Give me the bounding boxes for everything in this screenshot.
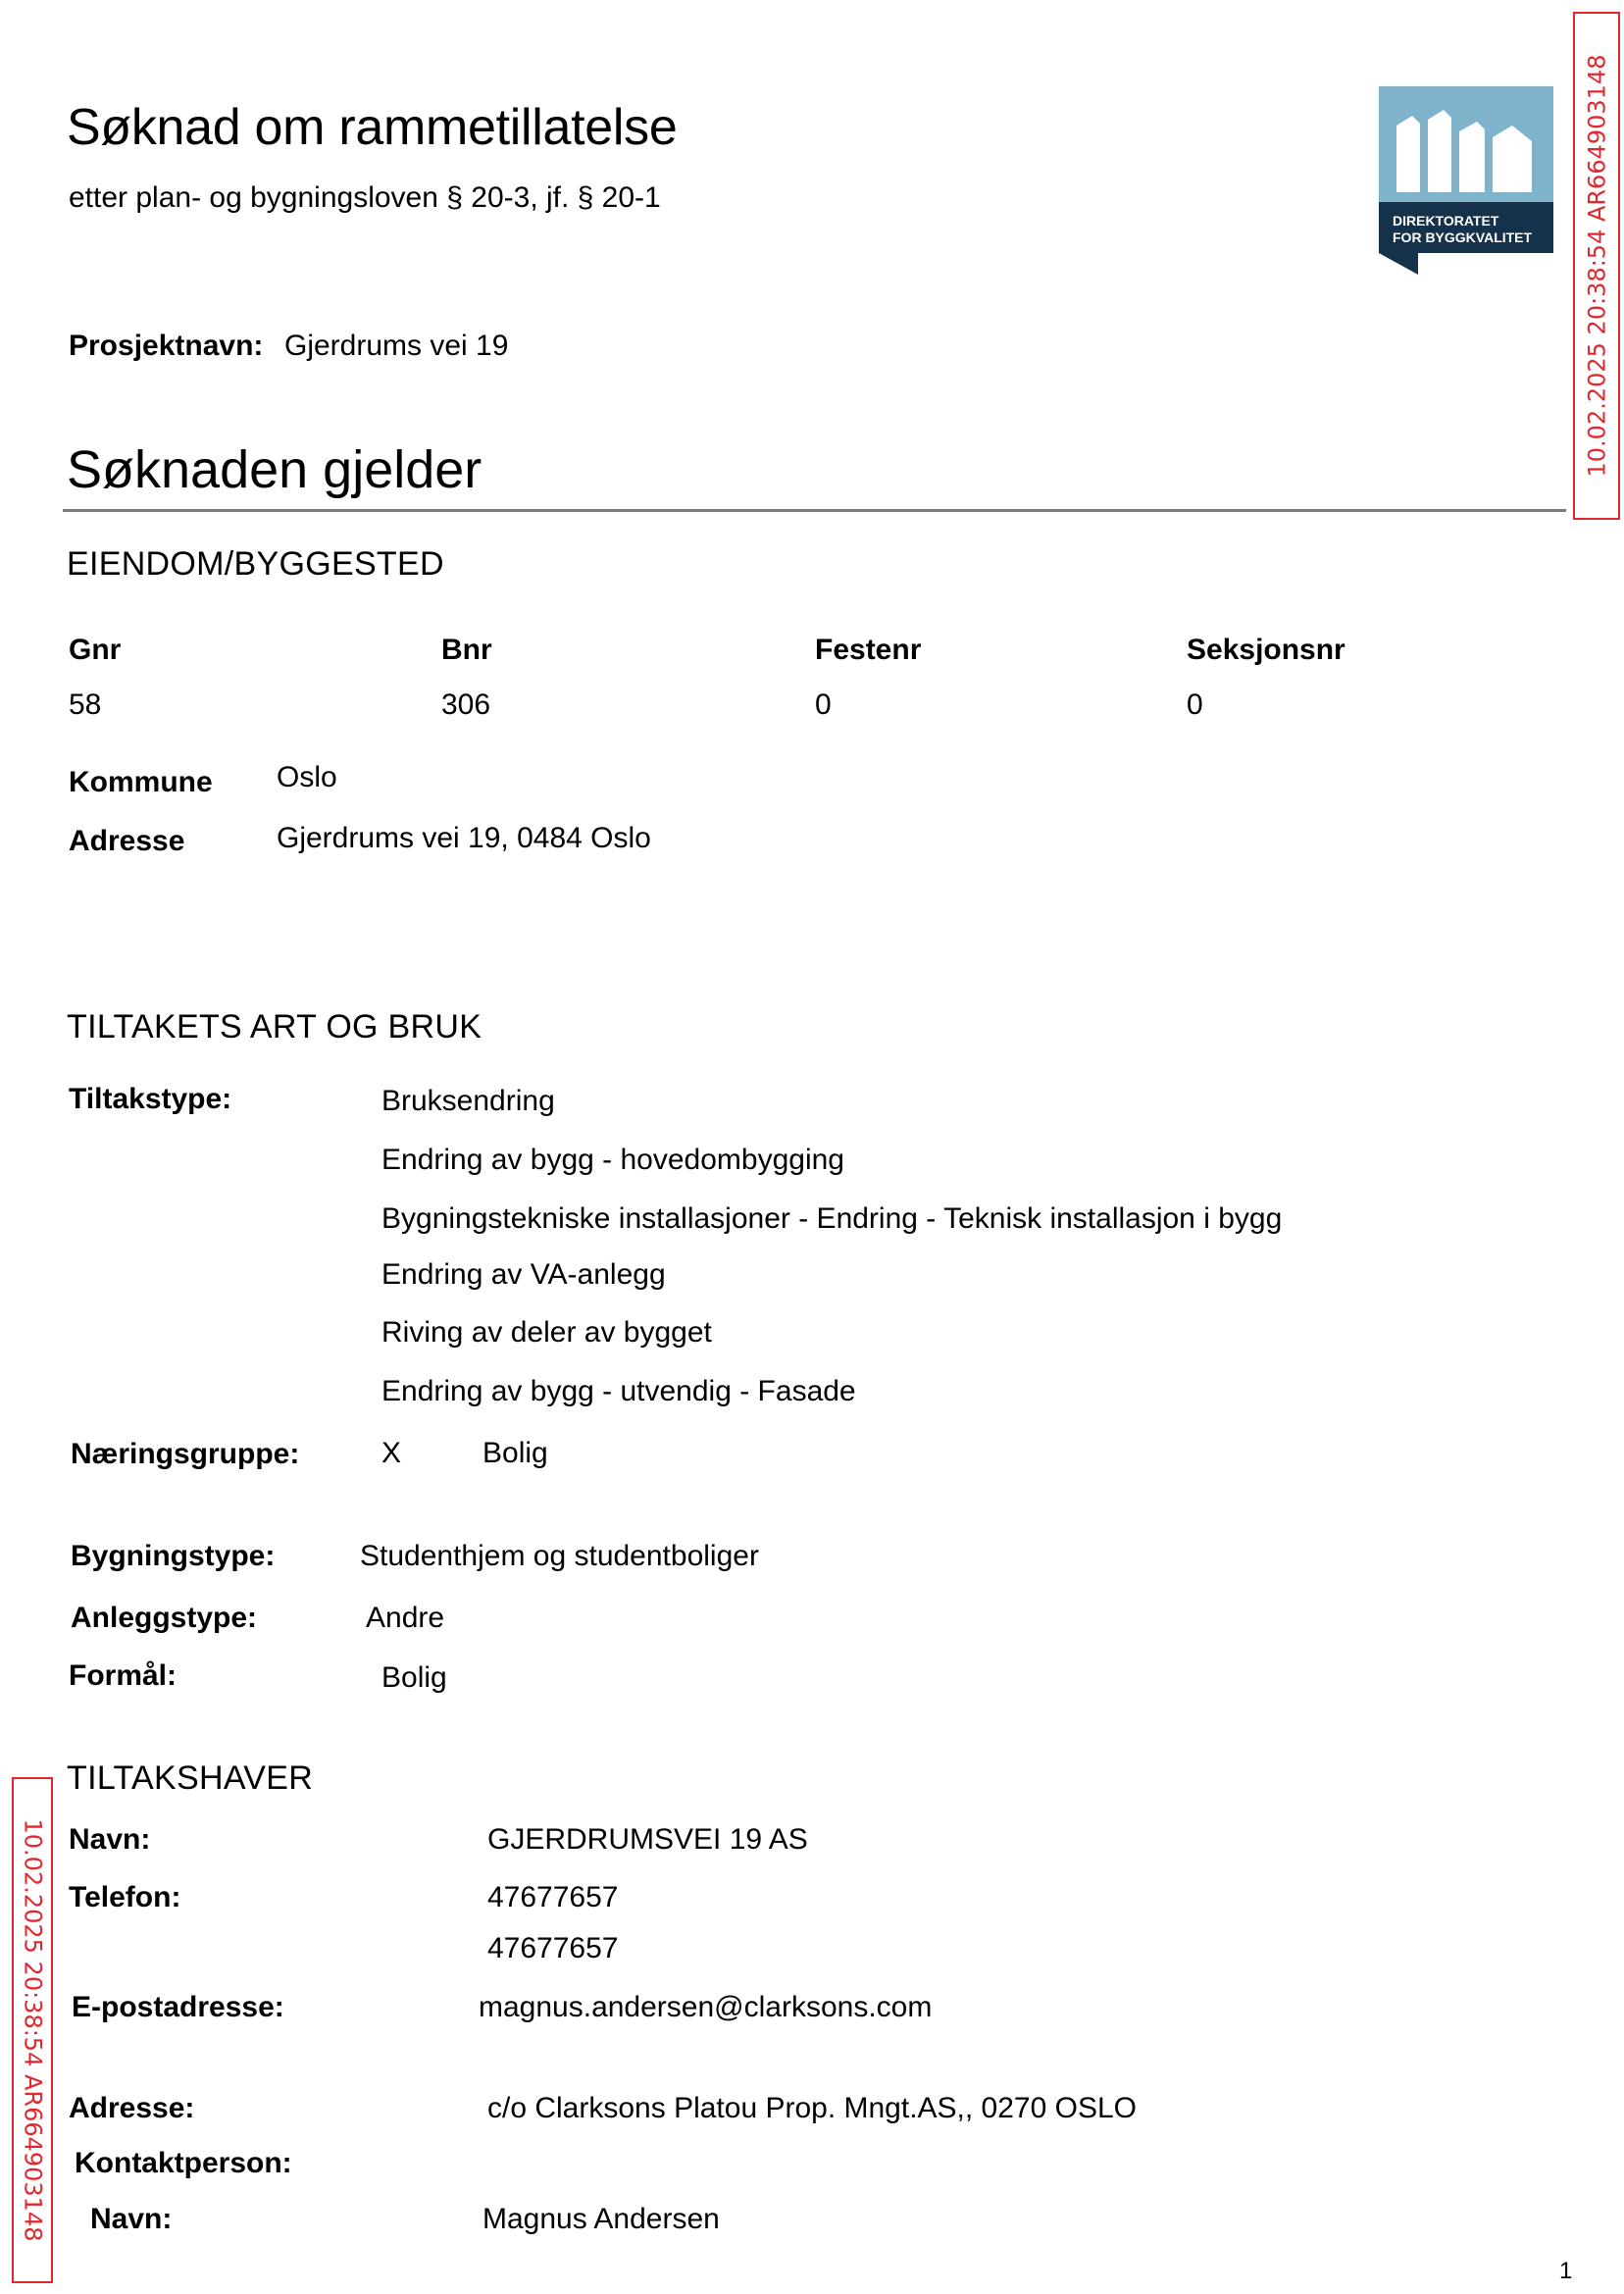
- kommune-value: Oslo: [277, 761, 337, 793]
- formal-label: Formål:: [69, 1659, 178, 1692]
- tiltakstype-item: Endring av VA-anlegg: [381, 1258, 666, 1291]
- page-number: 1: [1559, 2258, 1573, 2284]
- adresse-value: Gjerdrums vei 19, 0484 Oslo: [277, 822, 651, 854]
- naeringsgruppe-code: X: [381, 1437, 402, 1469]
- timestamp-stamp-left: [12, 1777, 53, 2283]
- formal-value: Bolig: [381, 1661, 447, 1694]
- bnr-value: 306: [441, 688, 491, 721]
- telefon-label: Telefon:: [69, 1881, 181, 1913]
- timestamp-stamp-top: [1573, 12, 1620, 520]
- tiltakstype-item: Bygningstekniske installasjoner - Endring - Teknisk installasjon i bygg: [381, 1202, 1283, 1235]
- kontaktperson-label: Kontaktperson:: [75, 2147, 292, 2179]
- telefon-value: 47677657: [487, 1932, 619, 1964]
- bygningstype-value: Studenthjem og studentboliger: [360, 1540, 759, 1572]
- kommune-label: Kommune: [69, 766, 213, 798]
- dibk-logo-graphic: [1379, 86, 1553, 275]
- anleggstype-label: Anleggstype:: [71, 1602, 258, 1634]
- seksjonsnr-value: 0: [1187, 688, 1203, 721]
- tiltakstype-item: Riving av deler av bygget: [381, 1316, 712, 1349]
- adresse-label: Adresse: [69, 825, 185, 857]
- naeringsgruppe-label: Næringsgruppe:: [71, 1438, 300, 1470]
- logo-text-line2: FOR BYGGKVALITET: [1393, 229, 1533, 245]
- kontakt-navn-value: Magnus Andersen: [482, 2203, 720, 2235]
- anleggstype-value: Andre: [366, 1602, 445, 1634]
- tiltakshaver-heading: TILTAKSHAVER: [67, 1759, 314, 1797]
- gnr-label: Gnr: [69, 634, 122, 666]
- tiltakshaver-adresse-label: Adresse:: [69, 2092, 195, 2124]
- telefon-value: 47677657: [487, 1881, 619, 1913]
- tiltakshaver-adresse-value: c/o Clarksons Platou Prop. Mngt.AS,, 0270 OSLO: [487, 2092, 1137, 2124]
- festenr-value: 0: [815, 688, 832, 721]
- tiltak-heading: TILTAKETS ART OG BRUK: [67, 1008, 482, 1045]
- tiltakshaver-navn-label: Navn:: [69, 1823, 151, 1856]
- tiltakshaver-navn-value: GJERDRUMSVEI 19 AS: [487, 1823, 808, 1856]
- document-subtitle: etter plan- og bygningsloven § 20-3, jf. § 20-1: [69, 181, 661, 214]
- eiendom-heading: EIENDOM/BYGGESTED: [67, 545, 444, 583]
- project-name-value: Gjerdrums vei 19: [284, 330, 509, 362]
- gnr-value: 58: [69, 688, 102, 721]
- tiltakstype-item: Endring av bygg - utvendig - Fasade: [381, 1375, 856, 1407]
- festenr-label: Festenr: [815, 634, 922, 666]
- dibk-logo: [1379, 86, 1553, 275]
- tiltakstype-item: Endring av bygg - hovedombygging: [381, 1144, 844, 1176]
- stamp-text: 10.02.2025 20:38:54 AR664903148: [19, 1818, 47, 2242]
- epost-value: magnus.andersen@clarksons.com: [479, 1991, 933, 2023]
- tiltakstype-label: Tiltakstype:: [69, 1083, 232, 1115]
- project-name-label: Prosjektnavn:: [69, 330, 264, 362]
- tiltakstype-item: Bruksendring: [381, 1085, 555, 1117]
- logo-text-line1: DIREKTORATET: [1393, 213, 1499, 229]
- section-divider: [63, 509, 1566, 512]
- naeringsgruppe-value: Bolig: [482, 1437, 548, 1469]
- kontakt-navn-label: Navn:: [90, 2203, 173, 2235]
- document-title: Søknad om rammetillatelse: [67, 99, 678, 156]
- bygningstype-label: Bygningstype:: [71, 1540, 276, 1572]
- section-title: Søknaden gjelder: [67, 440, 482, 499]
- stamp-text: 10.02.2025 20:38:54 AR664903148: [1583, 54, 1611, 478]
- epost-label: E-postadresse:: [72, 1991, 284, 2023]
- bnr-label: Bnr: [441, 634, 492, 666]
- seksjonsnr-label: Seksjonsnr: [1187, 634, 1345, 666]
